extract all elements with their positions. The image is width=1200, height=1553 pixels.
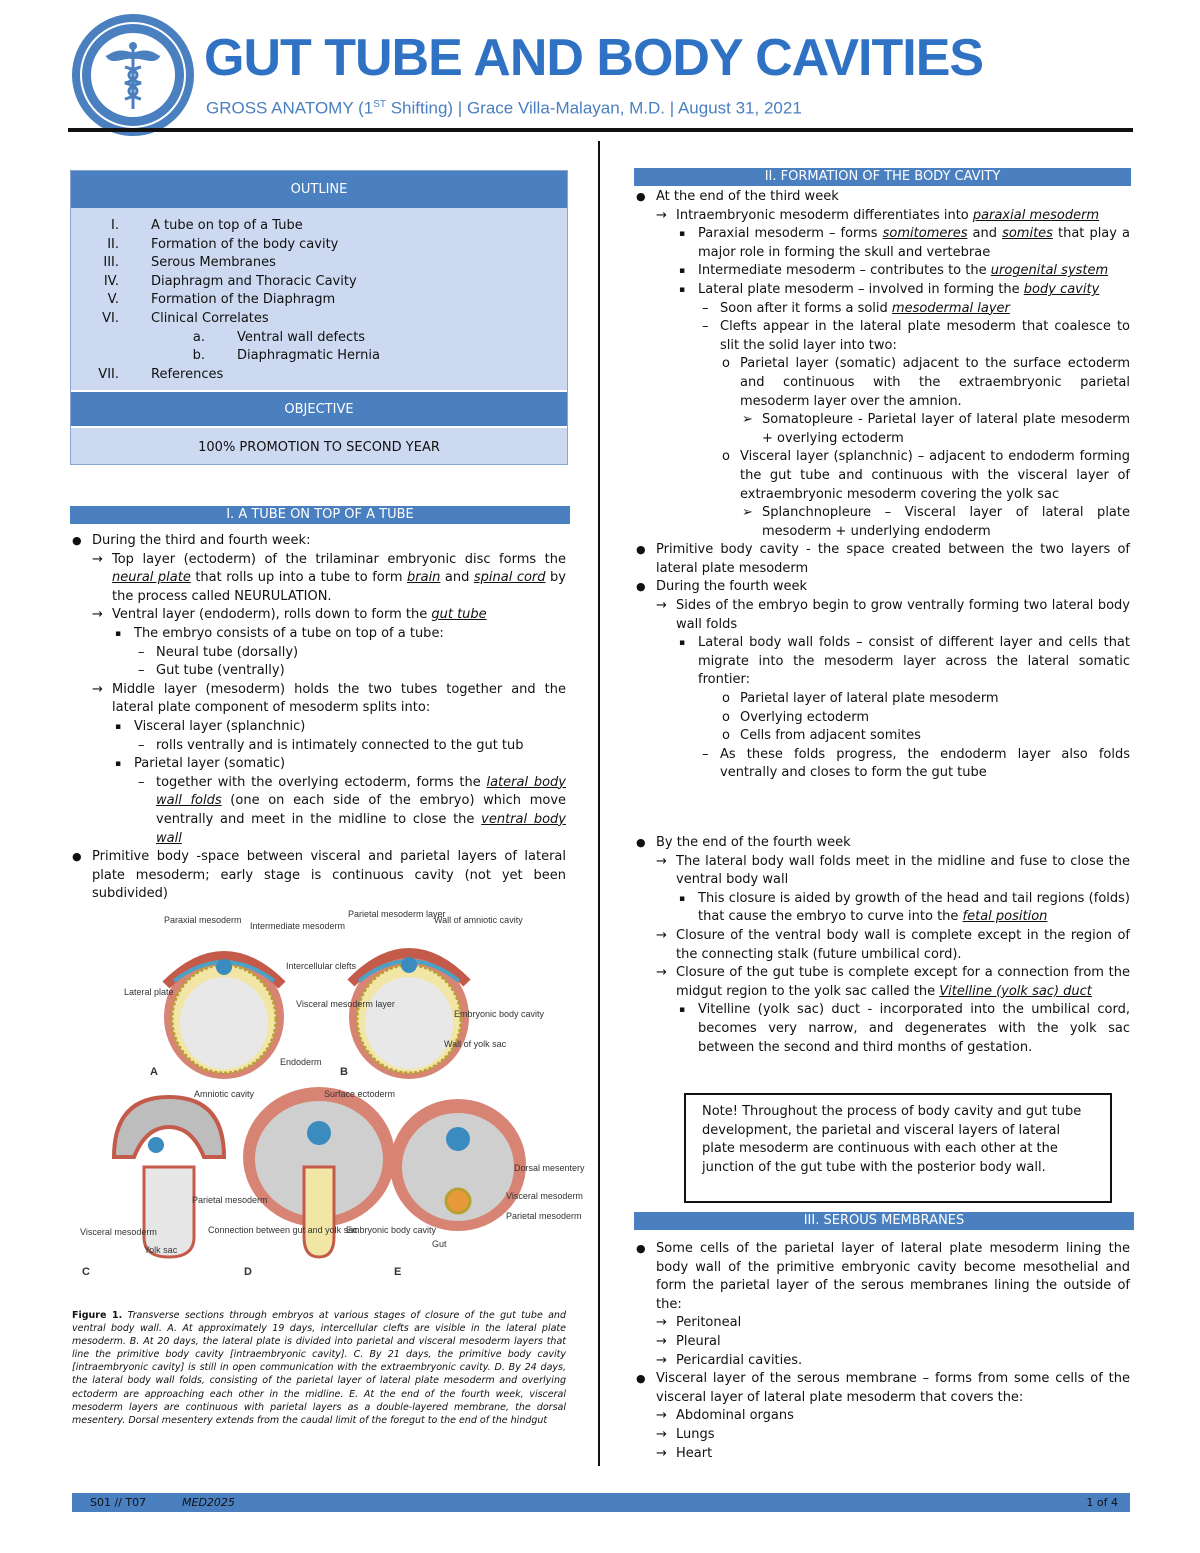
bullet-item: – together with the overlying ectoderm, forms the lateral body wall folds (one on each side of the embryo) which move ventrally and meet in the midline to close the ventral body wall [70, 774, 566, 848]
bullet-item: ● During the fourth week [634, 578, 1130, 597]
footer-code: S01 // T07 [90, 1496, 147, 1509]
figure-label: Yolk sac [144, 1245, 178, 1255]
figure-label: Lateral plate [124, 987, 174, 997]
outline-item-number: VII. [98, 366, 119, 382]
bullet-item: → Heart [634, 1445, 1130, 1464]
embryo-diagram-b [349, 953, 469, 1079]
bullet-item: ● By the end of the fourth week [634, 834, 1130, 853]
outline-item [71, 366, 567, 385]
footer-page-number: 1 of 4 [1086, 1496, 1118, 1509]
bullet-item: → Middle layer (mesoderm) holds the two tubes together and the lateral plate component of mesoderm splits into: [70, 681, 566, 718]
bullet-item: o Cells from adjacent somites [634, 727, 1130, 746]
figure-label: Connection between gut and yolk sac [208, 1225, 358, 1235]
outline-box [70, 170, 568, 465]
figure-label: Surface ectoderm [324, 1089, 396, 1099]
figure-label: Gut [432, 1239, 447, 1249]
bullet-item: → Closure of the ventral body wall is complete except in the region of the connecting stalk (future umbilical cord). [634, 927, 1130, 964]
bullet-item: ▪ Lateral plate mesoderm – involved in forming the body cavity [634, 281, 1130, 300]
bullet-item: → Top layer (ectoderm) of the trilaminar embryonic disc forms the neural plate that rolls up into a tube to form brain and spinal cord by the process called NEURULATION. [70, 551, 566, 607]
bullet-item: ▪ Vitelline (yolk sac) duct - incorporated into the umbilical cord, becomes very narrow, and degenerates with the yolk sac between the second and third months of gestation. [634, 1001, 1130, 1057]
figure-label: Visceral mesoderm layer [296, 999, 395, 1009]
bullet-item: o Parietal layer of lateral plate mesoderm [634, 690, 1130, 709]
section-heading-1: I. A TUBE ON TOP OF A TUBE [70, 506, 570, 524]
caduceus-icon [103, 39, 163, 111]
bullet-item: ● Visceral layer of the serous membrane – forms from some cells of the visceral layer of lateral plate mesoderm that covers the: [634, 1370, 1130, 1407]
bullet-item: → Ventral layer (endoderm), rolls down to form the gut tube [70, 606, 566, 625]
bullet-item: ▪ Intermediate mesoderm – contributes to the urogenital system [634, 262, 1130, 281]
bullet-item: – Clefts appear in the lateral plate mesoderm that coalesce to slit the solid layer into two: [634, 318, 1130, 355]
footer-batch: MED2025 [182, 1496, 235, 1509]
page-footer [72, 1493, 1130, 1512]
figure-label: Amniotic cavity [194, 1089, 255, 1099]
bullet-item: → Lungs [634, 1426, 1130, 1445]
section-1-body [70, 532, 566, 904]
bullet-item: → Pericardial cavities. [634, 1352, 1130, 1371]
outline-item-number: VI. [102, 310, 119, 326]
outline-item-number: II. [107, 236, 119, 252]
bullet-item: → Abdominal organs [634, 1407, 1130, 1426]
bullet-item: o Parietal layer (somatic) adjacent to the surface ectoderm and continuous with the extraembryonic parietal mesoderm layer over the amnion. [634, 355, 1130, 411]
bullet-item: ● During the third and fourth week: [70, 532, 566, 551]
outline-item [71, 347, 567, 366]
outline-item-label: Diaphragmatic Hernia [237, 348, 380, 364]
figure-label: Embryonic body cavity [454, 1009, 545, 1019]
figure-label: E [394, 1266, 402, 1278]
bullet-item: ▪ Lateral body wall folds – consist of different layer and cells that migrate into the mesoderm layer across the lateral somatic frontier: [634, 634, 1130, 690]
bullet-item: – Neural tube (dorsally) [70, 644, 566, 663]
bullet-item: – rolls ventrally and is intimately connected to the gut tub [70, 737, 566, 756]
bullet-item: ● Primitive body cavity - the space created between the two layers of lateral plate mesoderm [634, 541, 1130, 578]
bullet-item: o Overlying ectoderm [634, 709, 1130, 728]
bullet-item: – Soon after it forms a solid mesodermal layer [634, 300, 1130, 319]
bullet-item: ● At the end of the third week [634, 188, 1130, 207]
outline-item-number: V. [107, 292, 119, 308]
figure-label: Dorsal mesentery [514, 1163, 585, 1173]
bullet-item: → Sides of the embryo begin to grow ventrally forming two lateral body wall folds [634, 597, 1130, 634]
outline-item-number: I. [111, 218, 119, 233]
outline-item-number: a. [192, 329, 205, 345]
outline-list [71, 208, 567, 390]
figure-label: Visceral mesoderm [506, 1191, 583, 1201]
page-subtitle: GROSS ANATOMY (1ST Shifting) | Grace Villa-Malayan, M.D. | August 31, 2021 [206, 98, 802, 118]
figure-label: Intermediate mesoderm [250, 921, 346, 931]
bullet-item: ● Some cells of the parietal layer of lateral plate mesoderm lining the body wall of the primitive embryonic cavity become mesothelial and form the parietal layer of the serous membranes lining the outside of the: [634, 1240, 1130, 1314]
figure-label: Endoderm [280, 1057, 322, 1067]
figure-label: Embryonic body cavity [346, 1225, 437, 1235]
figure-label: Intercellular clefts [286, 961, 357, 971]
outline-item-label: Serous Membranes [151, 255, 276, 271]
outline-item [71, 310, 567, 329]
section-2-body-cont [634, 834, 1130, 1057]
figure-label: Parietal mesoderm [192, 1195, 268, 1205]
outline-item-label: Ventral wall defects [237, 329, 366, 345]
outline-item-number: III. [103, 255, 119, 271]
figure-label: Parietal mesoderm layer [348, 909, 446, 919]
bullet-item: – As these folds progress, the endoderm layer also folds ventrally and closes to form the gut tube [634, 746, 1130, 783]
bullet-item: → Closure of the gut tube is complete except for a connection from the midgut region to the yolk sac called the Vitelline (yolk sac) duct [634, 964, 1130, 1001]
outline-item-label: Clinical Correlates [151, 310, 269, 326]
bullet-item: – Gut tube (ventrally) [70, 662, 566, 681]
bullet-item: ● Primitive body -space between visceral and parietal layers of lateral plate mesoderm; early stage is continuous cavity (not yet been subdivided) [70, 848, 566, 904]
figure-caption: Figure 1. Transverse sections through embryos at various stages of closure of the gut tube and ventral body wall. A. At approximately 19 days, intercellular clefts are visible in the lateral plate mesoderm. B. At 20 days, the lateral plate is divided into parietal and visceral mesoderm layers that line the primitive body cavity [intraembryonic cavity]. C. By 21 days, the primitive body cavity [intraembryonic cavity] is still in open communication with the extraembryonic cavity. D. By 24 days, the lateral body wall folds, consisting of the parietal layer of lateral plate mesoderm and overlying ectoderm are approaching each other in the midline. E. At the end of the fourth week, visceral mesoderm layers are continuous with parietal layers as a double-layered membrane, the dorsal mesentery. Dorsal mesentery extends from the caudal limit of the foregut to the end of the hindgut [72, 1310, 566, 1426]
section-3-body [634, 1240, 1130, 1463]
outline-item [71, 254, 567, 273]
outline-item [71, 291, 567, 310]
bullet-item: ➢ Splanchnopleure – Visceral layer of lateral plate mesoderm + underlying endoderm [634, 504, 1130, 541]
objective-text: 100% PROMOTION TO SECOND YEAR [71, 426, 567, 464]
outline-item-label: A tube on top of a Tube [151, 218, 303, 233]
embryo-cross-section-figure [74, 907, 585, 1287]
figure-label: C [82, 1266, 90, 1278]
outline-heading: OUTLINE [71, 171, 567, 208]
caduceus-seal-logo [72, 14, 194, 136]
embryo-diagram-a [164, 955, 284, 1079]
header-rule [68, 128, 1133, 132]
page-title: GUT TUBE AND BODY CAVITIES [204, 29, 984, 87]
bullet-item: ➢ Somatopleure - Parietal layer of lateral plate mesoderm + overlying ectoderm [634, 411, 1130, 448]
note-box: Note! Throughout the process of body cavity and gut tube development, the parietal and visceral layers of lateral plate mesoderm are continuous with each other at the junction of the gut tube with the posterior body wall. [684, 1093, 1112, 1203]
bullet-item: ▪ Visceral layer (splanchnic) [70, 718, 566, 737]
section-heading-3: III. SEROUS MEMBRANES [634, 1212, 1134, 1230]
figure-label: Visceral mesoderm [80, 1227, 157, 1237]
outline-item [71, 217, 567, 236]
figure-label: B [340, 1066, 348, 1078]
outline-item [71, 236, 567, 255]
section-heading-2: II. FORMATION OF THE BODY CAVITY [634, 168, 1131, 186]
outline-item-number: IV. [103, 273, 119, 289]
outline-item-label: References [151, 366, 224, 382]
bullet-item: ▪ The embryo consists of a tube on top of a tube: [70, 625, 566, 644]
figure-label: Wall of yolk sac [444, 1039, 507, 1049]
bullet-item: ▪ Paraxial mesoderm – forms somitomeres and somites that play a major role in forming the skull and vertebrae [634, 225, 1130, 262]
outline-item [71, 273, 567, 292]
bullet-item: → Peritoneal [634, 1314, 1130, 1333]
outline-item-label: Formation of the Diaphragm [151, 292, 336, 308]
figure-label: D [244, 1266, 252, 1278]
outline-item-label: Diaphragm and Thoracic Cavity [151, 273, 357, 289]
objective-heading: OBJECTIVE [71, 390, 567, 426]
section-2-body [634, 188, 1130, 783]
figure-label: Parietal mesoderm [506, 1211, 582, 1221]
bullet-item: o Visceral layer (splanchnic) – adjacent to endoderm forming the gut tube and continuous with the visceral layer of extraembryonic mesoderm covering the yolk sac [634, 448, 1130, 504]
bullet-item: ▪ Parietal layer (somatic) [70, 755, 566, 774]
bullet-item: ▪ This closure is aided by growth of the head and tail regions (folds) that cause the embryo to curve into the fetal position [634, 890, 1130, 927]
bullet-item: → Intraembryonic mesoderm differentiates into paraxial mesoderm [634, 207, 1130, 226]
outline-item-label: Formation of the body cavity [151, 236, 339, 252]
figure-label: Wall of amniotic cavity [434, 915, 523, 925]
outline-item-number: b. [192, 348, 205, 364]
bullet-item: → Pleural [634, 1333, 1130, 1352]
column-divider [598, 141, 600, 1466]
figure-label: A [150, 1066, 158, 1078]
figure-label: Paraxial mesoderm [164, 915, 242, 925]
bullet-item: → The lateral body wall folds meet in the midline and fuse to close the ventral body wall [634, 853, 1130, 890]
outline-item [71, 329, 567, 348]
